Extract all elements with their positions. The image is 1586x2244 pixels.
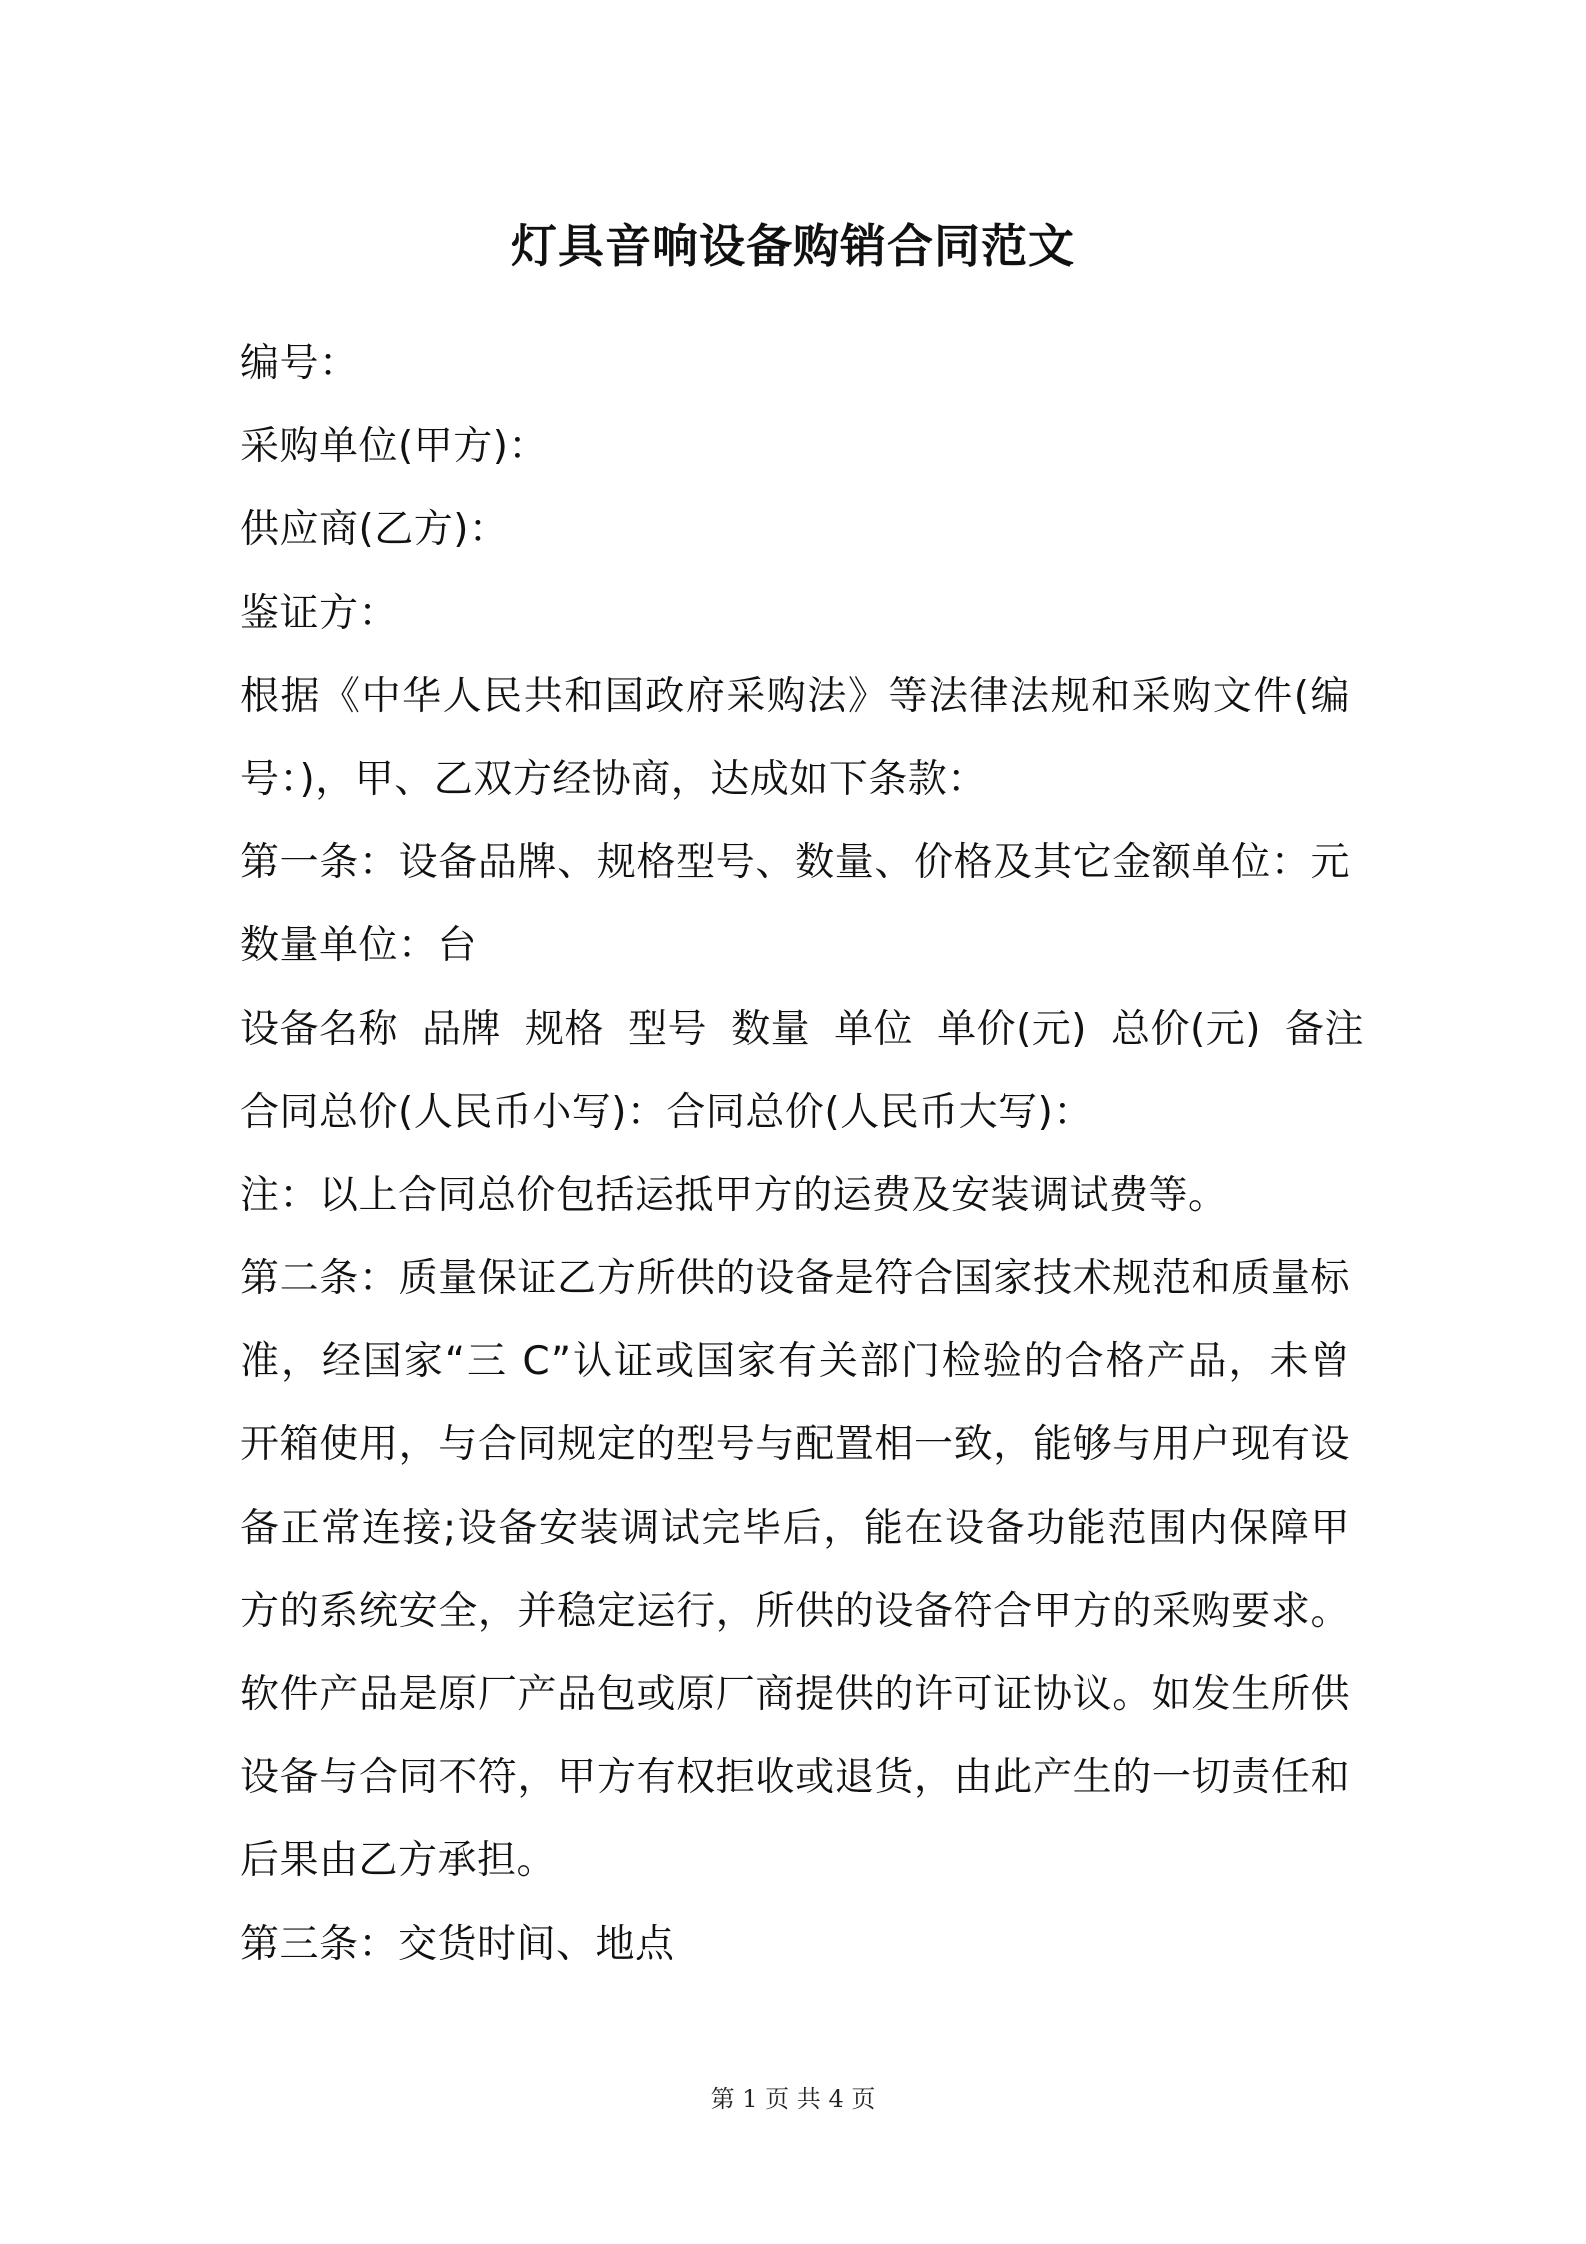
table-header-cell: 单价(元) xyxy=(937,1006,1088,1052)
equipment-table-header xyxy=(240,988,1364,1071)
table-header-cell: 规格 xyxy=(525,1006,605,1052)
article-2-line-7: 设备与合同不符，甲方有权拒收或退货，由此产生的一切责任和 xyxy=(240,1755,1350,1801)
document-body xyxy=(240,322,1364,1986)
table-header-cell: 单位 xyxy=(834,1006,914,1052)
table-header-cell: 设备名称 xyxy=(240,1006,399,1052)
preamble-line-2: 号：)，甲、乙双方经协商，达成如下条款： xyxy=(240,756,987,802)
quantity-unit-line: 数量单位：台 xyxy=(240,923,478,969)
buyer-line: 采购单位(甲方)： xyxy=(240,424,548,470)
table-header-cell: 总价(元) xyxy=(1111,1006,1261,1052)
table-header-cell: 型号 xyxy=(628,1006,708,1052)
article-3-heading: 第三条：交货时间、地点 xyxy=(240,1921,675,1967)
article-2-line-2: 准，经国家“三 C”认证或国家有关部门检验的合格产品，未曾 xyxy=(240,1339,1350,1385)
supplier-line: 供应商(乙方)： xyxy=(240,507,509,553)
article-2-line-5: 方的系统安全，并稳定运行，所供的设备符合甲方的采购要求。 xyxy=(240,1588,1350,1634)
table-header-cell: 品牌 xyxy=(422,1006,502,1052)
article-2-line-4: 备正常连接;设备安装调试完毕后，能在设备功能范围内保障甲 xyxy=(240,1505,1350,1551)
price-note-line: 注：以上合同总价包括运抵甲方的运费及安装调试费等。 xyxy=(240,1172,1228,1218)
article-1-heading: 第一条：设备品牌、规格型号、数量、价格及其它金额单位：元 xyxy=(240,840,1350,886)
article-2-line-6: 软件产品是原厂产品包或原厂商提供的许可证协议。如发生所供 xyxy=(240,1672,1350,1717)
article-2-line-3: 开箱使用，与合同规定的型号与配置相一致，能够与用户现有设 xyxy=(240,1422,1350,1468)
article-2-line-8: 后果由乙方承担。 xyxy=(240,1838,557,1884)
contract-number-line: 编号： xyxy=(240,341,359,386)
contract-total-line: 合同总价(人民币小写)：合同总价(人民币大写)： xyxy=(240,1089,1093,1135)
preamble-line-1: 根据《中华人民共和国政府采购法》等法律法规和采购文件(编 xyxy=(240,673,1350,719)
table-header-cell: 数量 xyxy=(731,1006,811,1052)
verifier-line: 鉴证方： xyxy=(240,590,399,636)
article-2-line-1: 第二条：质量保证乙方所供的设备是符合国家技术规范和质量标 xyxy=(240,1256,1350,1302)
document-title: 灯具音响设备购销合同范文 xyxy=(511,219,1075,273)
page-footer: 第 1 页 共 4 页 xyxy=(710,2085,876,2113)
table-header-cell: 备注 xyxy=(1284,1006,1364,1052)
